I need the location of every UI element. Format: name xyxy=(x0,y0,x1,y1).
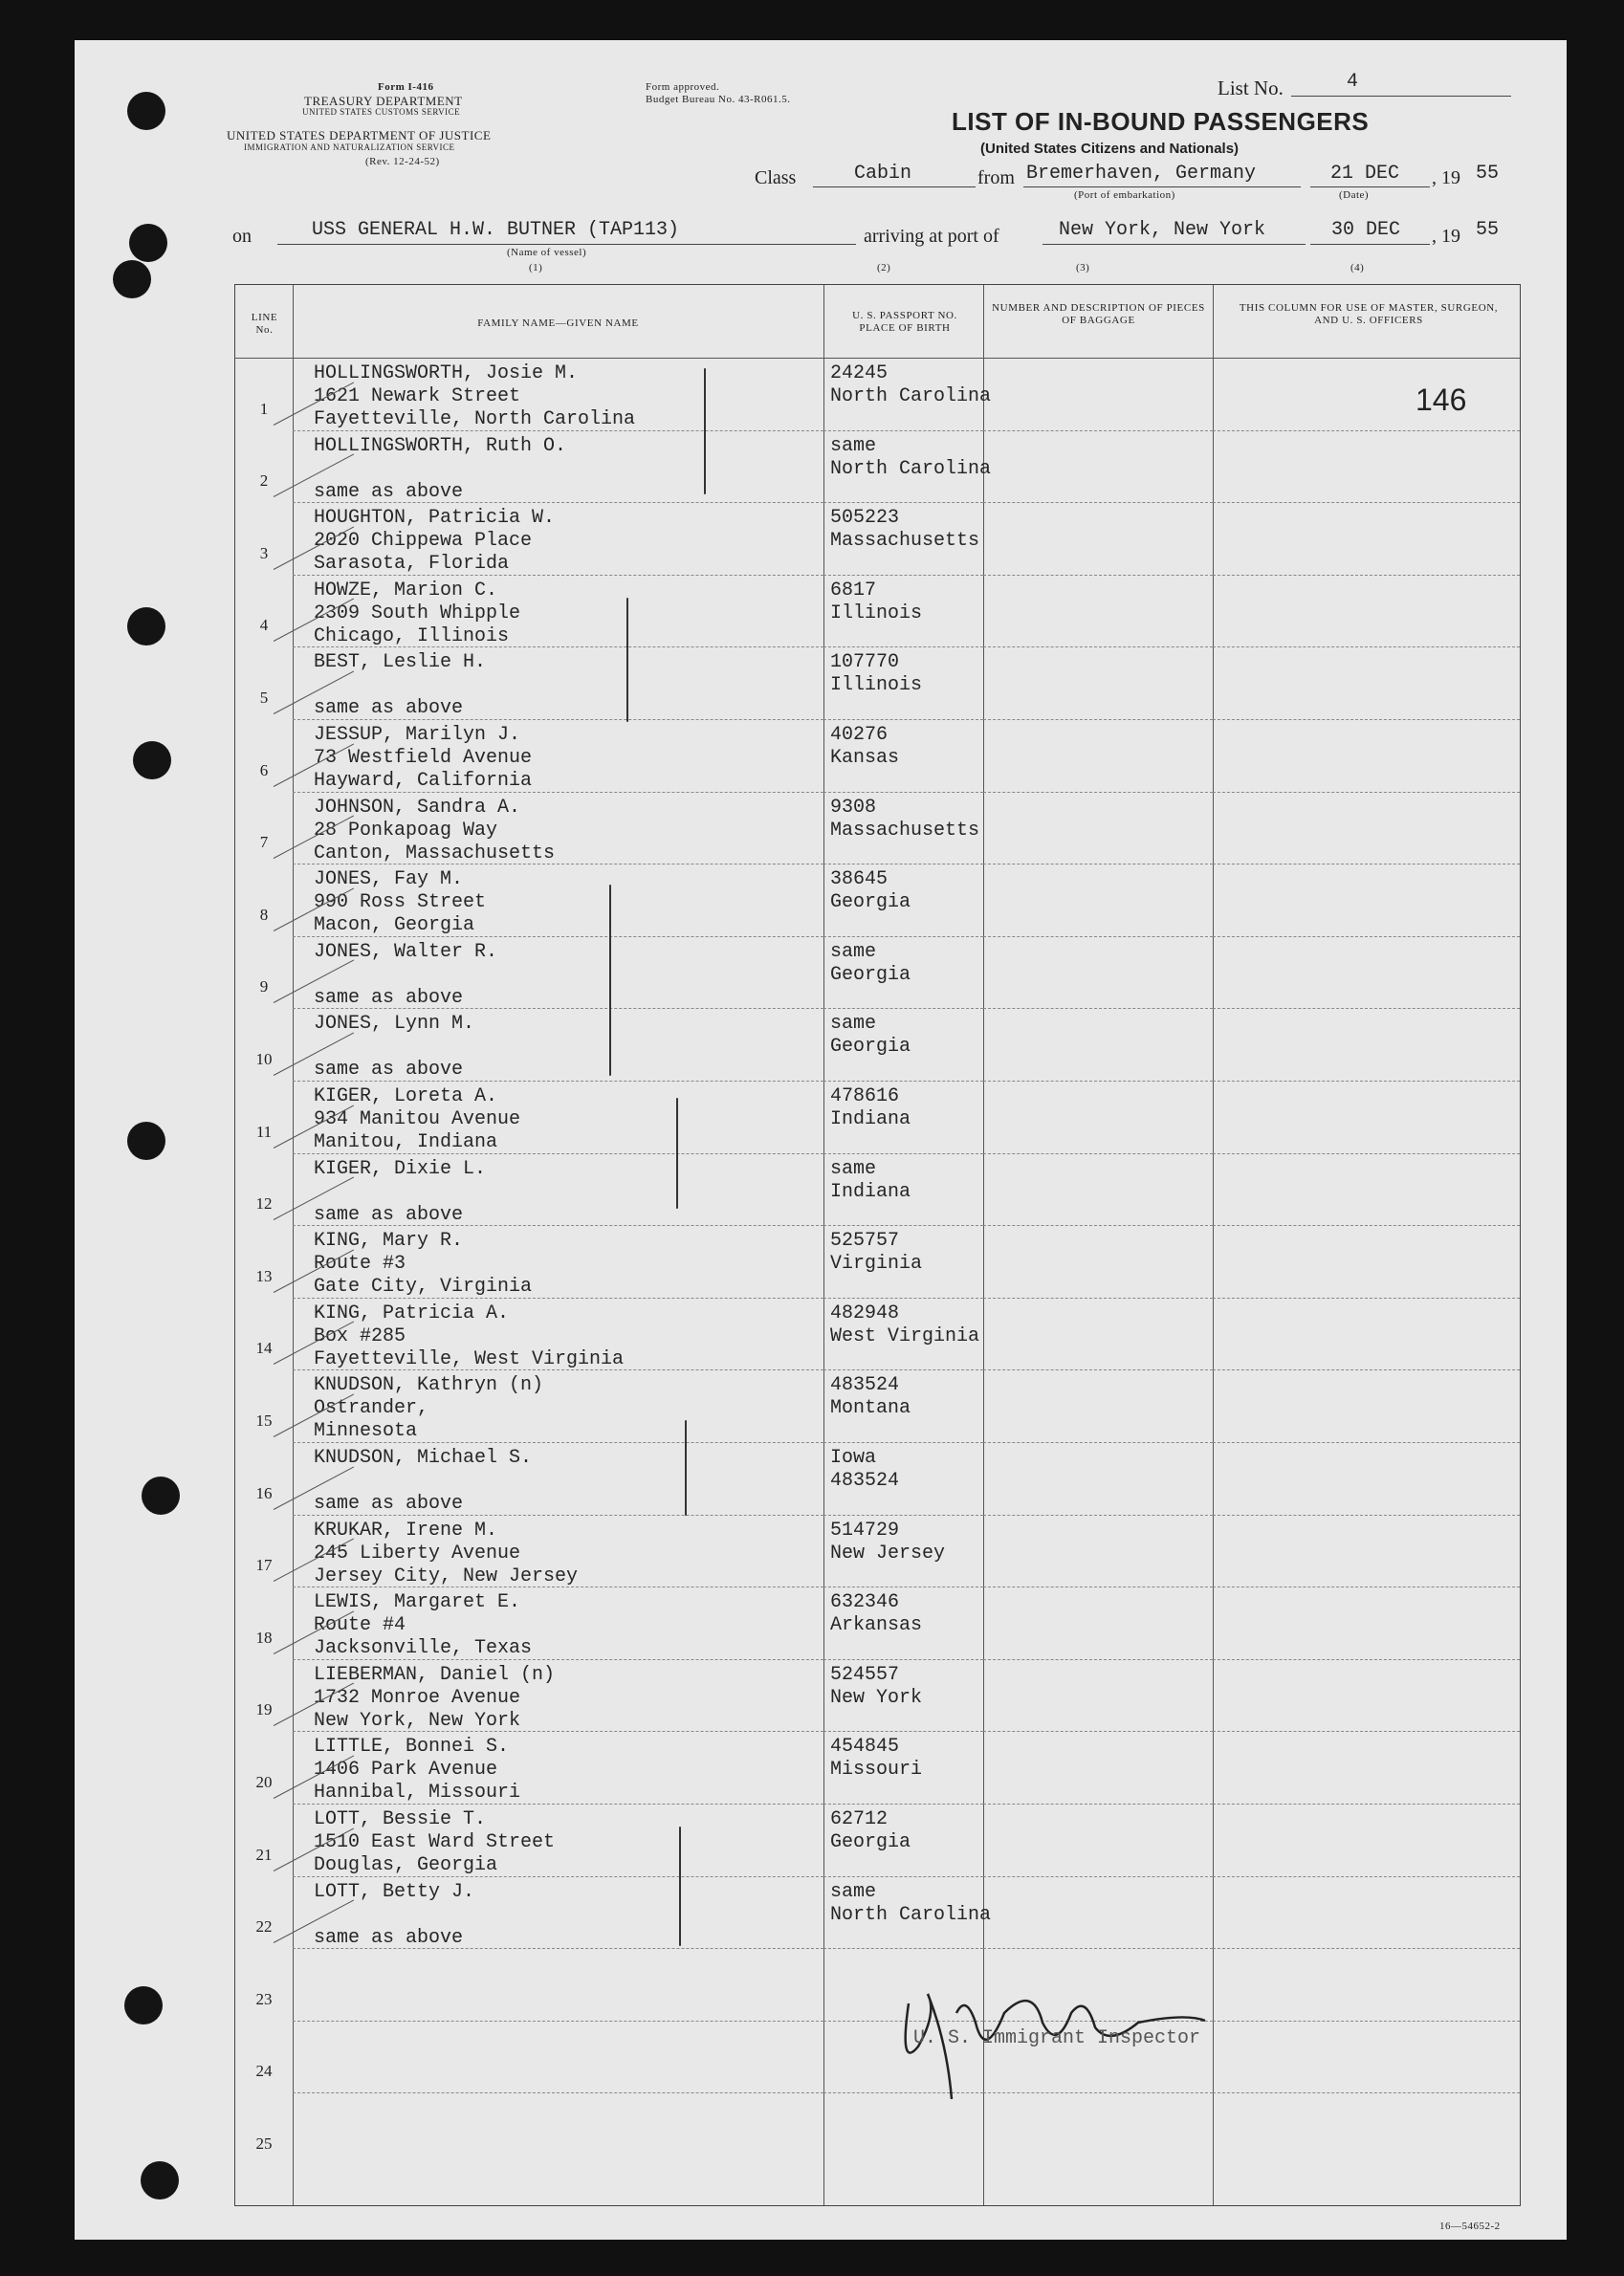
table-row xyxy=(235,1948,1520,2021)
passenger-name: JONES, Fay M. xyxy=(314,868,464,891)
bracket-mark xyxy=(609,885,611,1076)
col-caption-3: (3) xyxy=(1076,262,1090,274)
passenger-name: LOTT, Betty J. xyxy=(314,1880,475,1903)
place-of-birth: Massachusetts xyxy=(830,530,980,553)
passport-number: 9308 xyxy=(830,796,877,819)
passenger-table xyxy=(234,284,1521,2206)
binder-hole xyxy=(113,260,151,298)
address-line-2: New York, New York xyxy=(314,1709,521,1732)
bracket-mark xyxy=(685,1420,687,1516)
address-line-1: 2309 South Whipple xyxy=(314,602,521,624)
binder-hole xyxy=(133,741,171,779)
table-row xyxy=(235,1081,1520,1153)
place-of-birth: 483524 xyxy=(830,1470,900,1492)
binder-hole xyxy=(124,1986,163,2024)
line-number: 20 xyxy=(255,1772,273,1791)
table-row xyxy=(235,2021,1520,2093)
passenger-name: KNUDSON, Michael S. xyxy=(314,1447,533,1469)
place-of-birth: Missouri xyxy=(830,1759,923,1782)
passenger-name: JONES, Lynn M. xyxy=(314,1013,475,1036)
arrival-year: 55 xyxy=(1476,219,1500,241)
passenger-name: LEWIS, Margaret E. xyxy=(314,1591,521,1614)
bracket-mark xyxy=(626,598,628,722)
place-of-birth: West Virginia xyxy=(830,1324,980,1347)
address-line-2: same as above xyxy=(314,480,464,503)
place-of-birth: Illinois xyxy=(830,674,923,697)
address-line-2: Sarasota, Florida xyxy=(314,553,510,576)
binder-hole xyxy=(141,2161,179,2199)
embark-date: 21 DEC xyxy=(1330,163,1400,185)
embark-year: 55 xyxy=(1476,163,1500,185)
passport-number: 514729 xyxy=(830,1519,900,1542)
from-label: from xyxy=(977,167,1015,188)
line-number: 13 xyxy=(255,1266,273,1285)
treasury-dept: TREASURY DEPARTMENT xyxy=(304,94,463,108)
passenger-name: KIGER, Dixie L. xyxy=(314,1157,487,1180)
address-line-1: 934 Manitou Avenue xyxy=(314,1108,521,1130)
footer-code: 16—54652-2 xyxy=(1439,2221,1501,2232)
line-number: 2 xyxy=(259,471,269,491)
place-of-birth: New York xyxy=(830,1686,923,1709)
line-number: 10 xyxy=(255,1049,273,1068)
address-line-2: Macon, Georgia xyxy=(314,914,475,937)
place-of-birth: Arkansas xyxy=(830,1614,923,1637)
passport-number: same xyxy=(830,940,877,963)
page-subtitle: (United States Citizens and Nationals) xyxy=(980,141,1240,157)
address-line-1: 245 Liberty Avenue xyxy=(314,1542,521,1565)
address-line-1: 2020 Chippewa Place xyxy=(314,530,533,553)
line-number: 18 xyxy=(255,1628,273,1647)
passport-number: 454845 xyxy=(830,1736,900,1759)
table-row xyxy=(235,502,1520,575)
address-line-2: Jersey City, New Jersey xyxy=(314,1565,579,1587)
revision: (Rev. 12-24-52) xyxy=(365,156,440,167)
address-line-1: Route #3 xyxy=(314,1253,406,1276)
justice-dept: UNITED STATES DEPARTMENT OF JUSTICE xyxy=(227,128,492,142)
passport-number: 62712 xyxy=(830,1808,889,1830)
on-label: on xyxy=(232,226,252,247)
line-number: 21 xyxy=(255,1845,273,1864)
passport-number: 478616 xyxy=(830,1085,900,1107)
address-line-1: 990 Ross Street xyxy=(314,891,487,914)
table-row xyxy=(235,575,1520,647)
table-row xyxy=(235,1804,1520,1876)
passport-number: Iowa xyxy=(830,1447,877,1469)
address-line-1: 1621 Newark Street xyxy=(314,385,521,407)
table-row xyxy=(235,792,1520,864)
place-of-birth: Montana xyxy=(830,1397,911,1420)
col-header-name: FAMILY NAME—GIVEN NAME xyxy=(477,317,639,329)
line-number: 1 xyxy=(259,399,269,418)
date-caption: (Date) xyxy=(1339,189,1370,201)
binder-hole xyxy=(127,607,165,646)
place-of-birth: Georgia xyxy=(830,1831,911,1853)
passport-number: same xyxy=(830,434,877,457)
table-row xyxy=(235,1659,1520,1732)
address-line-2: Fayetteville, North Carolina xyxy=(314,408,636,430)
passport-number: same xyxy=(830,1157,877,1180)
place-of-birth: Georgia xyxy=(830,1036,911,1059)
address-line-2: Hannibal, Missouri xyxy=(314,1782,521,1805)
col-header-line: LINE No. xyxy=(251,312,278,336)
address-line-2: same as above xyxy=(314,1493,464,1515)
arriving-label: arriving at port of xyxy=(864,226,999,247)
col-caption-4: (4) xyxy=(1350,262,1365,274)
passenger-name: KRUKAR, Irene M. xyxy=(314,1519,498,1542)
line-number: 25 xyxy=(255,2134,273,2153)
address-line-1: Route #4 xyxy=(314,1614,406,1637)
passport-number: 483524 xyxy=(830,1374,900,1397)
line-number: 16 xyxy=(255,1483,273,1502)
passenger-name: BEST, Leslie H. xyxy=(314,651,487,674)
place-of-birth: North Carolina xyxy=(830,1903,992,1926)
table-row xyxy=(235,1731,1520,1804)
list-no-value: 4 xyxy=(1347,71,1359,93)
year-prefix: , 19 xyxy=(1432,167,1460,188)
binder-hole xyxy=(142,1477,180,1515)
address-line-1: 28 Ponkapoag Way xyxy=(314,819,498,842)
place-of-birth: Indiana xyxy=(830,1108,911,1130)
binder-hole xyxy=(129,224,167,262)
address-line-2: Fayetteville, West Virginia xyxy=(314,1347,625,1370)
address-line-2: Hayward, California xyxy=(314,770,533,792)
col-header-officers: THIS COLUMN FOR USE OF MASTER, SURGEON, AND U. S. OFFICERS xyxy=(1239,302,1499,326)
passport-number: 24245 xyxy=(830,362,889,384)
line-number: 7 xyxy=(259,833,269,852)
passenger-name: KNUDSON, Kathryn (n) xyxy=(314,1374,544,1397)
arrival-date: 30 DEC xyxy=(1331,219,1401,241)
address-line-1: 1732 Monroe Avenue xyxy=(314,1686,521,1709)
passenger-name: JONES, Walter R. xyxy=(314,940,498,963)
table-row xyxy=(235,2092,1520,2165)
table-row xyxy=(235,430,1520,503)
place-of-birth: Massachusetts xyxy=(830,819,980,842)
line-number: 19 xyxy=(255,1700,273,1719)
address-line-2: Douglas, Georgia xyxy=(314,1854,498,1876)
table-row xyxy=(235,1515,1520,1587)
col-caption-1: (1) xyxy=(529,262,543,274)
passport-number: 38645 xyxy=(830,868,889,891)
address-line-2: Canton, Massachusetts xyxy=(314,842,556,864)
passport-number: 505223 xyxy=(830,507,900,530)
line-number: 5 xyxy=(259,688,269,707)
table-row xyxy=(235,1587,1520,1659)
passenger-name: JOHNSON, Sandra A. xyxy=(314,796,521,819)
table-row xyxy=(235,1225,1520,1298)
line-number: 8 xyxy=(259,905,269,924)
line-number: 22 xyxy=(255,1917,273,1937)
table-row xyxy=(235,1442,1520,1515)
line-number: 11 xyxy=(255,1122,273,1141)
class-label: Class xyxy=(755,167,797,188)
vessel-caption: (Name of vessel) xyxy=(507,247,587,258)
place-of-birth: Georgia xyxy=(830,891,911,914)
passenger-name: HOLLINGSWORTH, Josie M. xyxy=(314,362,579,384)
embark-caption: (Port of embarkation) xyxy=(1074,189,1175,201)
address-line-1: Box #285 xyxy=(314,1324,406,1347)
table-row xyxy=(235,1369,1520,1442)
form-approved: Form approved. xyxy=(646,81,720,93)
col-caption-2: (2) xyxy=(877,262,891,274)
line-number: 6 xyxy=(259,760,269,779)
passport-number: 525757 xyxy=(830,1230,900,1253)
table-row xyxy=(235,1876,1520,1949)
line-number: 14 xyxy=(255,1339,273,1358)
embark-port: Bremerhaven, Germany xyxy=(1026,163,1257,185)
passport-number: 40276 xyxy=(830,724,889,746)
address-line-1: 1510 East Ward Street xyxy=(314,1831,556,1853)
table-row xyxy=(235,646,1520,719)
binder-hole xyxy=(127,1122,165,1160)
line-number: 23 xyxy=(255,1989,273,2008)
table-row xyxy=(235,936,1520,1009)
passport-number: 524557 xyxy=(830,1663,900,1686)
address-line-2: Minnesota xyxy=(314,1420,418,1443)
bracket-mark xyxy=(704,368,706,494)
passport-number: 107770 xyxy=(830,651,900,674)
passport-number: same xyxy=(830,1013,877,1036)
address-line-2: Manitou, Indiana xyxy=(314,1131,498,1153)
arrival-year-prefix: , 19 xyxy=(1432,226,1460,247)
address-line-2: same as above xyxy=(314,1203,464,1226)
address-line-2: same as above xyxy=(314,1059,464,1082)
passenger-name: HOUGHTON, Patricia W. xyxy=(314,507,556,530)
table-row xyxy=(235,1298,1520,1370)
place-of-birth: New Jersey xyxy=(830,1542,946,1565)
line-number: 15 xyxy=(255,1411,273,1430)
place-of-birth: Virginia xyxy=(830,1253,923,1276)
place-of-birth: Kansas xyxy=(830,747,900,769)
passport-number: 482948 xyxy=(830,1302,900,1324)
address-line-2: Chicago, Illinois xyxy=(314,624,510,647)
passport-number: 632346 xyxy=(830,1591,900,1614)
passenger-name: HOWZE, Marion C. xyxy=(314,579,498,602)
table-row xyxy=(235,719,1520,792)
place-of-birth: Georgia xyxy=(830,963,911,986)
passenger-name: KING, Patricia A. xyxy=(314,1302,510,1324)
line-number: 4 xyxy=(259,616,269,635)
table-row xyxy=(235,1008,1520,1081)
line-number: 24 xyxy=(255,2062,273,2081)
passport-number: same xyxy=(830,1880,877,1903)
binder-hole xyxy=(127,92,165,130)
place-of-birth: Illinois xyxy=(830,602,923,624)
bracket-mark xyxy=(679,1827,681,1946)
passenger-name: LITTLE, Bonnei S. xyxy=(314,1736,510,1759)
address-line-2: same as above xyxy=(314,697,464,720)
passenger-name: HOLLINGSWORTH, Ruth O. xyxy=(314,434,567,457)
passenger-name: KIGER, Loreta A. xyxy=(314,1085,498,1107)
col-header-baggage: NUMBER AND DESCRIPTION OF PIECES OF BAGGAGE xyxy=(992,302,1205,326)
table-row xyxy=(235,864,1520,936)
address-line-1: 1406 Park Avenue xyxy=(314,1759,498,1782)
list-no-label: List No. xyxy=(1218,77,1284,99)
customs-service: UNITED STATES CUSTOMS SERVICE xyxy=(302,107,461,117)
address-line-2: Jacksonville, Texas xyxy=(314,1637,533,1660)
vessel-name: USS GENERAL H.W. BUTNER (TAP113) xyxy=(312,219,680,241)
budget-bureau: Budget Bureau No. 43-R061.5. xyxy=(646,94,791,105)
arrival-port: New York, New York xyxy=(1059,219,1266,241)
class-value: Cabin xyxy=(854,163,912,185)
officer-number: 146 xyxy=(1416,383,1467,417)
place-of-birth: North Carolina xyxy=(830,385,992,407)
line-number: 3 xyxy=(259,543,269,562)
ins-service: IMMIGRATION AND NATURALIZATION SERVICE xyxy=(244,142,455,152)
inspector-label: U. S. Immigrant Inspector xyxy=(913,2027,1201,2049)
line-number: 17 xyxy=(255,1556,273,1575)
line-number: 9 xyxy=(259,977,269,996)
passenger-name: LIEBERMAN, Daniel (n) xyxy=(314,1663,556,1686)
page-title: LIST OF IN-BOUND PASSENGERS xyxy=(952,107,1370,136)
col-header-passport: U. S. PASSPORT NO. PLACE OF BIRTH xyxy=(852,310,957,334)
line-number: 12 xyxy=(255,1194,273,1214)
table-row xyxy=(235,1153,1520,1226)
passport-number: 6817 xyxy=(830,579,877,602)
place-of-birth: Indiana xyxy=(830,1180,911,1203)
address-line-1: 73 Westfield Avenue xyxy=(314,747,533,769)
address-line-1: Ostrander, xyxy=(314,1397,429,1420)
bracket-mark xyxy=(676,1098,678,1209)
address-line-2: same as above xyxy=(314,1926,464,1949)
passenger-name: KING, Mary R. xyxy=(314,1230,464,1253)
address-line-2: same as above xyxy=(314,986,464,1009)
passenger-name: JESSUP, Marilyn J. xyxy=(314,724,521,746)
address-line-2: Gate City, Virginia xyxy=(314,1276,533,1299)
place-of-birth: North Carolina xyxy=(830,457,992,480)
passenger-name: LOTT, Bessie T. xyxy=(314,1808,487,1830)
form-number: Form I-416 xyxy=(378,81,434,93)
table-row xyxy=(235,358,1520,430)
